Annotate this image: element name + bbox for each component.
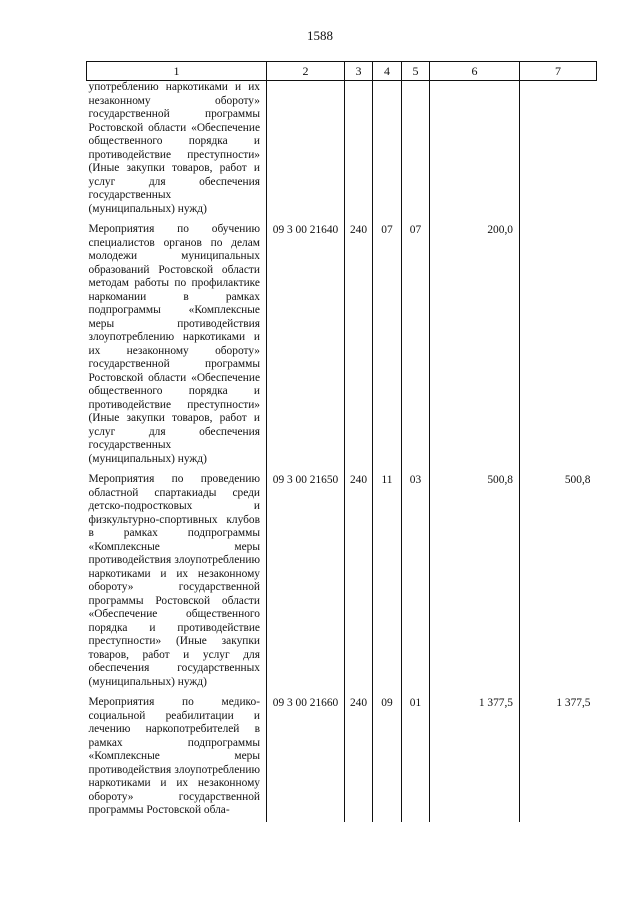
header-col-3: 3 bbox=[345, 62, 373, 81]
row-description-cell bbox=[87, 220, 267, 470]
row-description-cell bbox=[87, 81, 267, 221]
row-description: Мероприятия по проведению областной спартакиады среди детско-подростковых и физкультурно-спортивных клубов в рамках подпрограммы «Комплексные меры противодействия злоупотреблению наркотиками и их незаконному обороту» государственной программы Ростовской области «Обеспечение общественного порядка и противодействие преступности» (Иные закупки товаров, работ и услуг для обеспечения государственных (муниципальных) нужд) bbox=[88, 473, 260, 688]
row-code: 09 3 00 21650 bbox=[267, 470, 345, 693]
row-description: Мероприятия по обучению специалистов органов по делам молодежи муниципальных образований Ростовской области методам работы по профилактике наркомании в рамках подпрограммы «Комплексные меры противодействия злоупотреблению наркотиками и их незаконному обороту» государственной программы Ростовской области «Обеспечение общественного порядка и противодействие преступности» (Иные закупки товаров, работ и услуг для обеспечения государственных (муниципальных) нужд) bbox=[88, 223, 260, 465]
row-pr: 07 bbox=[402, 220, 430, 470]
row-sum-2 bbox=[520, 220, 597, 470]
row-rz bbox=[373, 81, 402, 221]
row-sum-2: 1 377,5 bbox=[520, 693, 597, 822]
row-sum-1: 500,8 bbox=[430, 470, 520, 693]
row-sum-1 bbox=[430, 81, 520, 221]
table-row bbox=[87, 81, 597, 221]
header-col-1: 1 bbox=[87, 62, 267, 81]
header-col-7: 7 bbox=[520, 62, 597, 81]
budget-table-wrapper bbox=[86, 61, 596, 822]
row-code bbox=[267, 81, 345, 221]
row-vr bbox=[345, 81, 373, 221]
row-code: 09 3 00 21660 bbox=[267, 693, 345, 822]
row-sum-2 bbox=[520, 81, 597, 221]
row-pr: 01 bbox=[402, 693, 430, 822]
budget-table bbox=[86, 61, 597, 822]
table-row bbox=[87, 470, 597, 693]
page-number: 1588 bbox=[307, 28, 333, 43]
row-pr: 03 bbox=[402, 470, 430, 693]
row-description: употреблению наркотиками и их незаконному обороту» государственной программы Ростовской области «Обеспечение общественного порядка и противодействие преступности» (Иные закупки товаров, работ и услуг для обеспечения государственных (муниципальных) нужд) bbox=[88, 81, 260, 215]
table-header-row bbox=[87, 62, 597, 81]
row-rz: 09 bbox=[373, 693, 402, 822]
header-col-5: 5 bbox=[402, 62, 430, 81]
row-rz: 07 bbox=[373, 220, 402, 470]
header-col-2: 2 bbox=[267, 62, 345, 81]
table-row bbox=[87, 220, 597, 470]
row-sum-2: 500,8 bbox=[520, 470, 597, 693]
row-code: 09 3 00 21640 bbox=[267, 220, 345, 470]
header-col-6: 6 bbox=[430, 62, 520, 81]
row-sum-1: 200,0 bbox=[430, 220, 520, 470]
row-description-cell bbox=[87, 470, 267, 693]
row-vr: 240 bbox=[345, 470, 373, 693]
row-vr: 240 bbox=[345, 693, 373, 822]
row-pr bbox=[402, 81, 430, 221]
row-description-cell bbox=[87, 693, 267, 822]
row-vr: 240 bbox=[345, 220, 373, 470]
row-sum-1: 1 377,5 bbox=[430, 693, 520, 822]
header-col-4: 4 bbox=[373, 62, 402, 81]
row-rz: 11 bbox=[373, 470, 402, 693]
row-description: Мероприятия по медико-социальной реабилитации и лечению наркопотребителей в рамках подпрограммы «Комплексные меры противодействия злоупотреблению наркотиками и их незаконному обороту» государственной программы Ростовской обла- bbox=[88, 696, 260, 816]
table-row bbox=[87, 693, 597, 822]
